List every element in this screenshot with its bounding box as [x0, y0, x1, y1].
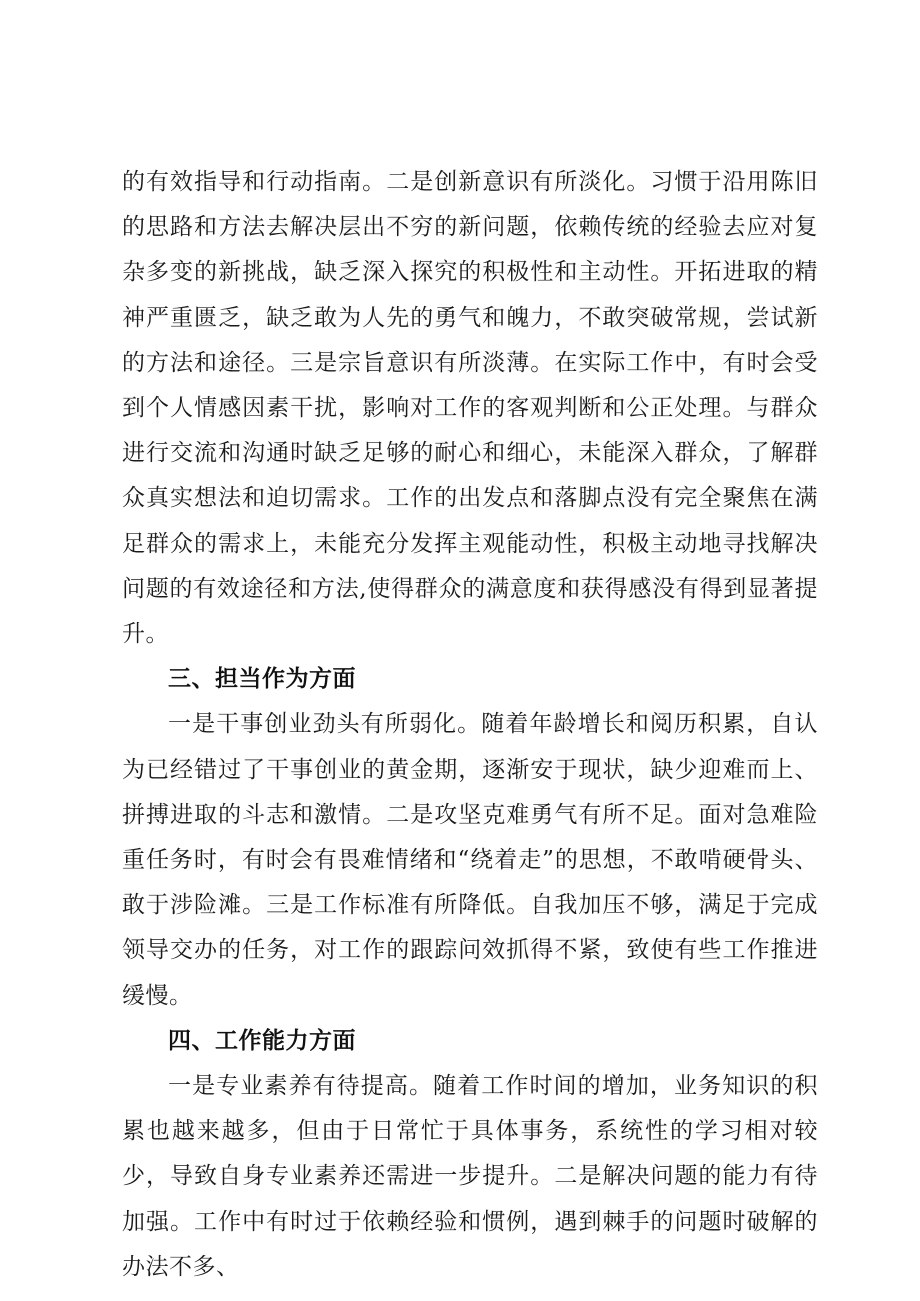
document-body: [122, 160, 818, 1290]
section-heading-work-ability: 四、工作能力方面: [168, 1027, 356, 1054]
paragraph-work-ability: 一是专业素养有待提高。随着工作时间的增加，业务知识的积累也越来越多，但由于日常忙于具体事务，系统性的学习相对较少，导致自身专业素养还需进一步提升。二是解决问题的能力有待加强。工作中有时过于依赖经验和惯例，遇到棘手的问题时破解的办法不多、: [122, 1073, 818, 1280]
paragraph-responsibility: 一是干事创业劲头有所弱化。随着年龄增长和阅历积累，自认为已经错过了干事创业的黄金期，逐渐安于现状，缺少迎难而上、拼搏进取的斗志和激情。二是攻坚克难勇气有所不足。面对急难险重任务时，有时会有畏难情绪和“绕着走”的思想，不敢啃硬骨头、敢于涉险滩。三是工作标准有所降低。自我加压不够，满足于完成领导交办的任务，对工作的跟踪问效抓得不紧，致使有些工作推进缓慢。: [122, 711, 818, 1009]
paragraph-continued: 的有效指导和行动指南。二是创新意识有所淡化。习惯于沿用陈旧的思路和方法去解决层出不穷的新问题，依赖传统的经验去应对复杂多变的新挑战，缺乏深入探究的积极性和主动性。开拓进取的精神严重匮乏，缺乏敢为人先的勇气和魄力，不敢突破常规，尝试新的方法和途径。三是宗旨意识有所淡薄。在实际工作中，有时会受到个人情感因素干扰，影响对工作的客观判断和公正处理。与群众进行交流和沟通时缺乏足够的耐心和细心，未能深入群众，了解群众真实想法和迫切需求。工作的出发点和落脚点没有完全聚焦在满足群众的需求上，未能充分发挥主观能动性，积极主动地寻找解决问题的有效途径和方法,使得群众的满意度和获得感没有得到显著提升。: [122, 169, 818, 648]
section-heading-responsibility: 三、担当作为方面: [168, 666, 356, 693]
